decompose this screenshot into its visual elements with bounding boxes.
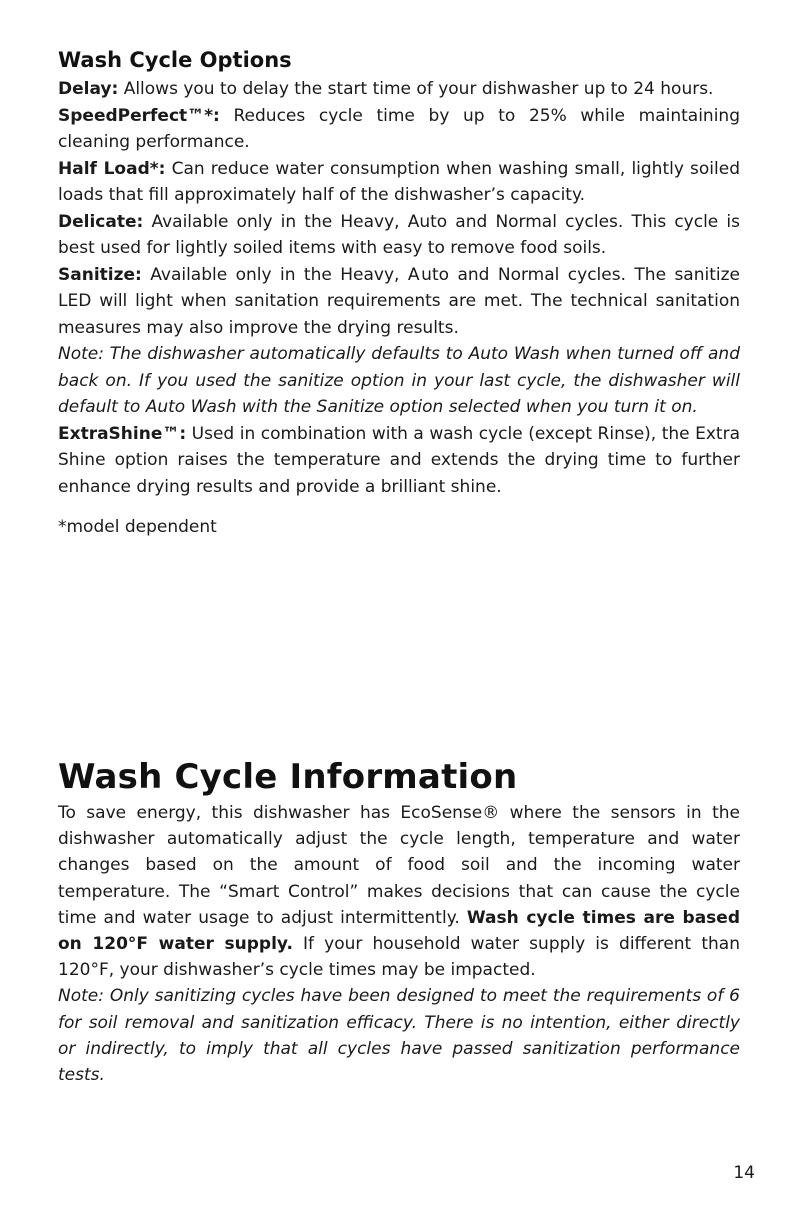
- wash-cycle-information-section: [58, 800, 740, 1088]
- page-number: 14: [733, 1163, 755, 1183]
- option-description: Can reduce water consumption when washing small, lightly soiled loads that fill approximately half of the dishwasher’s capacity.: [58, 158, 741, 205]
- information-body-end: If your household water supply is different than 120°F, your dishwasher’s cycle times may be impacted.: [58, 934, 740, 981]
- sanitize-note: Note: The dishwasher automatically defaults to Auto Wash when turned off and back on. If you used the sanitize option in your last cycle, the dishwasher will default to Auto Wash with the Sanitize option selected when you turn it on.: [58, 344, 740, 417]
- wash-cycle-options-section: [58, 48, 740, 540]
- information-body-start: To save energy, this dishwasher has EcoSense® where the sensors in the dishwasher automatically adjust the cycle length, temperature and water changes based on the amount of food soil and the incoming water temperature. The “Smart Control” makes decisions that can cause the cycle time and water usage to adjust intermittently.: [58, 803, 740, 928]
- option-term: Sanitize:: [58, 264, 142, 285]
- information-body: [58, 800, 740, 983]
- option-description: Available only in the Heavy, A uto and Normal cycles. The sanitize LED will light when sanitation requirements are met. The technical sanitation measures may also improve the drying results.: [58, 264, 740, 338]
- model-footnote: *model dependent: [58, 517, 217, 537]
- option-delay: [58, 76, 740, 103]
- option-sanitize: [58, 262, 740, 342]
- information-note: Note: Only sanitizing cycles have been designed to meet the requirements of 6 for soil removal and sanitization efficacy. There is no intention, either directly or indirectly, to imply that all cycles have passed sanitization performance tests.: [58, 986, 740, 1086]
- option-term: Delicate:: [58, 211, 144, 232]
- option-speedperfect: [58, 103, 740, 156]
- option-description: Available only in the Heavy, Auto and Normal cycles. This cycle is best used for lightly soiled items with easy to remove food soils.: [58, 211, 740, 258]
- option-description: Reduces cycle time by up to 25% while maintaining cleaning performance.: [58, 105, 740, 152]
- information-body-bold: Wash cycle times are based on 120°F water supply.: [58, 907, 740, 955]
- option-half-load: [58, 156, 740, 209]
- section-title: Wash Cycle Options: [58, 48, 292, 72]
- option-extrashine: [58, 421, 740, 501]
- option-description: Used in combination with a wash cycle (except Rinse), the Extra Shine option raises the temperature and extends the drying time to further enhance drying results and provide a brilliant shine.: [58, 423, 740, 497]
- option-delicate: [58, 209, 740, 262]
- option-term: Half Load*:: [58, 158, 166, 179]
- page-title: Wash Cycle Information: [58, 757, 518, 797]
- option-term: SpeedPerfect™*:: [58, 105, 220, 126]
- option-term: ExtraShine™:: [58, 423, 187, 444]
- option-description: Allows you to delay the start time of your dishwasher up to 24 hours.: [118, 79, 714, 99]
- option-term: Delay:: [58, 79, 119, 99]
